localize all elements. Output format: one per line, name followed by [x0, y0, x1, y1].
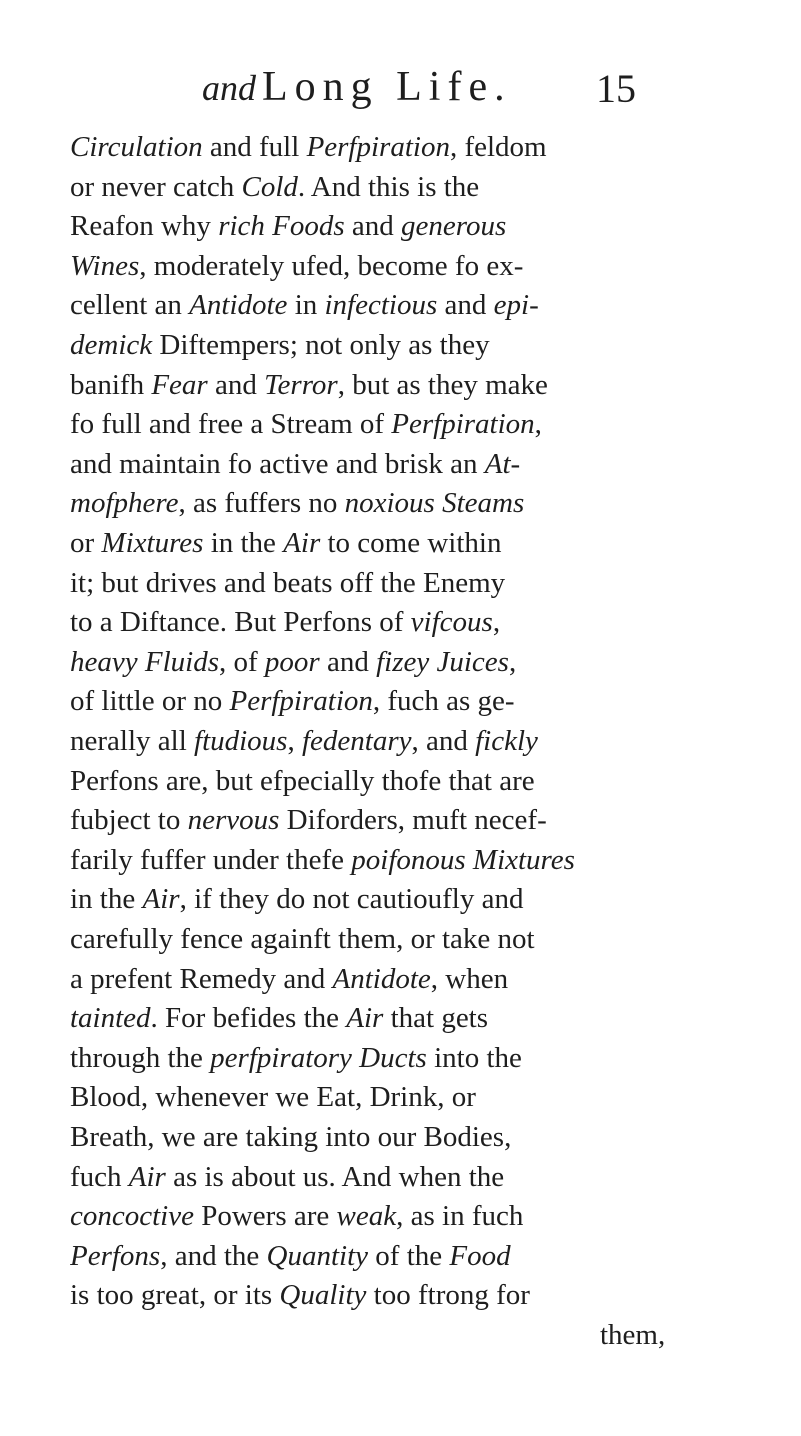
text-line	[70, 762, 742, 802]
text-line	[70, 168, 742, 208]
text-span: Perfons are, but efpecially thofe that are	[70, 764, 535, 797]
text-span: , and the	[160, 1239, 267, 1272]
text-span: fubject to	[70, 804, 188, 837]
text-span: that gets	[383, 1002, 489, 1035]
italic-span: epi-	[493, 289, 539, 322]
italic-span: Air	[346, 1002, 384, 1035]
text-line	[70, 564, 742, 604]
italic-span: noxious Steams	[344, 487, 525, 520]
italic-span: Perfpiration	[229, 685, 373, 718]
text-span: and	[344, 210, 402, 243]
italic-span: vifcous	[410, 606, 493, 639]
italic-span: weak	[336, 1200, 397, 1233]
text-line	[70, 524, 742, 564]
text-span: in the	[203, 527, 284, 559]
italic-span: tainted	[70, 1002, 151, 1035]
italic-span: Perfons	[70, 1239, 161, 1272]
text-line	[70, 326, 742, 366]
italic-span: nervous	[187, 804, 280, 837]
running-title	[202, 63, 512, 111]
text-line	[70, 603, 742, 643]
italic-span: poifonous Mixtures	[351, 843, 575, 876]
text-span: , fuch as ge-	[372, 685, 515, 718]
italic-span: Antidote	[332, 962, 431, 995]
text-line	[70, 801, 742, 841]
italic-span: Fear	[151, 368, 208, 401]
text-span: farily fuffer under thefe	[70, 843, 352, 876]
text-span: in	[287, 289, 325, 322]
text-span: into the	[426, 1041, 522, 1074]
italic-span: Terror	[264, 368, 338, 401]
italic-span: Cold	[241, 170, 298, 203]
text-line	[70, 1118, 742, 1158]
text-span: ,	[534, 408, 542, 441]
text-span: or never catch	[70, 170, 242, 203]
text-span: a prefent Remedy and	[70, 962, 333, 995]
italic-span: Quantity	[266, 1239, 369, 1272]
italic-span: concoctive	[70, 1200, 194, 1233]
italic-span: Air	[283, 527, 321, 559]
text-line	[70, 247, 742, 287]
running-title-prefix: and	[202, 68, 256, 108]
text-span: . And this is the	[297, 170, 480, 203]
text-span: or	[70, 527, 102, 559]
italic-span: Mixtures	[101, 527, 204, 559]
text-span: , moderately ufed, become fo ex-	[139, 249, 524, 282]
text-line	[70, 484, 742, 524]
italic-span: Quality	[279, 1279, 367, 1312]
text-line	[70, 841, 742, 881]
text-span: in the	[70, 883, 143, 916]
text-line	[70, 405, 742, 445]
italic-span: rich Foods	[218, 210, 345, 243]
italic-span: Antidote	[189, 289, 288, 322]
text-span: carefully fence againft them, or take not	[70, 923, 535, 955]
italic-span: demick	[70, 329, 153, 361]
text-span: and full	[202, 131, 307, 163]
text-line	[70, 286, 742, 326]
italic-span: perfpiratory Ducts	[210, 1041, 427, 1074]
text-line	[70, 960, 742, 1000]
text-span: cellent an	[70, 289, 190, 322]
text-line	[70, 682, 742, 722]
text-span: of little or no	[70, 685, 230, 718]
italic-span: generous	[401, 210, 507, 243]
italic-span: At-	[484, 447, 521, 480]
text-line	[70, 1039, 742, 1079]
text-span: them,	[600, 1319, 666, 1351]
italic-span: infectious	[324, 289, 438, 322]
text-line	[70, 880, 742, 920]
text-span: it; but drives and beats off the Enemy	[70, 566, 506, 599]
text-span: , of	[218, 645, 265, 678]
text-line	[70, 207, 742, 247]
text-span: fo full and free a Stream of	[70, 408, 392, 441]
text-span: to come within	[320, 527, 502, 559]
text-line	[70, 1078, 742, 1118]
text-span: as is about us. And when the	[165, 1160, 505, 1193]
text-span: of the	[368, 1239, 450, 1272]
text-span: nerally all	[70, 725, 195, 757]
text-line	[70, 1276, 742, 1316]
text-line	[70, 128, 742, 168]
text-span: and	[437, 289, 494, 322]
text-span: and	[319, 645, 377, 678]
running-header	[0, 55, 801, 115]
italic-span: fickly	[475, 725, 538, 757]
text-span: fuch	[70, 1160, 129, 1193]
text-span: banifh	[70, 368, 152, 401]
text-line	[70, 1237, 742, 1277]
italic-span: Air	[128, 1160, 166, 1193]
text-span: , if they do not cautioufly and	[179, 883, 524, 916]
text-span: Powers are	[193, 1200, 337, 1233]
text-span: Diftempers; not only as they	[152, 329, 490, 361]
italic-span: Food	[449, 1239, 511, 1272]
text-line	[70, 999, 742, 1039]
text-span: ,	[508, 645, 517, 678]
text-span: , feldom	[449, 131, 547, 163]
text-line	[70, 445, 742, 485]
text-span: Blood, whenever we Eat, Drink, or	[70, 1081, 476, 1114]
text-span: to a Diftance. But Perfons of	[70, 606, 411, 639]
text-span: is too great, or its	[70, 1279, 280, 1312]
italic-span: ftudious	[194, 725, 288, 757]
text-line	[70, 366, 742, 406]
text-span: Breath, we are taking into our Bodies,	[70, 1121, 512, 1153]
page-number: 15	[596, 66, 636, 111]
text-span: through the	[70, 1041, 211, 1074]
text-span: ,	[287, 725, 302, 757]
italic-span: Circulation	[70, 131, 203, 163]
italic-span: fedentary	[301, 725, 412, 757]
italic-span: poor	[264, 645, 320, 678]
text-line	[600, 1316, 740, 1356]
italic-span: Perfpiration	[391, 408, 535, 441]
text-span: and	[207, 368, 265, 401]
text-span: too ftrong for	[366, 1279, 530, 1312]
text-span: , but as they make	[337, 368, 548, 401]
text-span: , and	[411, 725, 476, 757]
text-span: Diforders, muft necef-	[279, 804, 547, 837]
text-span: Reafon why	[70, 210, 219, 243]
text-line	[70, 722, 742, 762]
text-span: , when	[430, 962, 509, 995]
text-line	[70, 643, 742, 683]
italic-span: Wines	[70, 249, 140, 282]
text-line	[70, 920, 742, 960]
italic-span: Air	[142, 883, 180, 916]
italic-span: mofphere	[70, 487, 179, 520]
text-span: , as in fuch	[396, 1200, 524, 1233]
text-line	[70, 1158, 742, 1198]
text-line	[70, 1197, 742, 1237]
italic-span: heavy Fluids	[70, 645, 219, 678]
italic-span: Perfpiration	[306, 131, 450, 163]
italic-span: fizey Juices	[376, 645, 509, 678]
text-span: and maintain fo active and brisk an	[70, 447, 485, 480]
text-span: ,	[492, 606, 501, 639]
text-span: . For befides the	[150, 1002, 347, 1035]
text-span: , as fuffers no	[178, 487, 345, 520]
running-title-text: Long Life.	[262, 64, 512, 110]
